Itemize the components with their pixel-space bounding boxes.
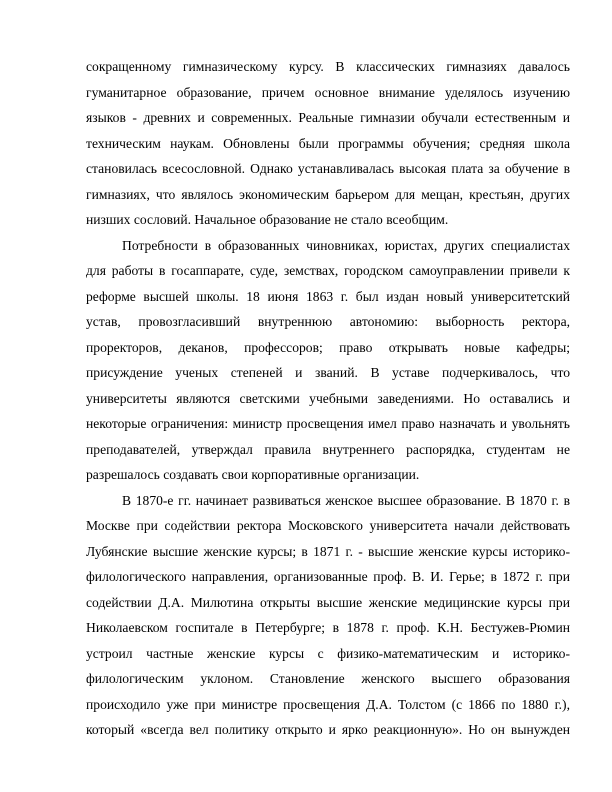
text-line: Лубянские высшие женские курсы; в 1871 г. - высшие женские курсы историко- <box>86 543 570 559</box>
text-line: Потребности в образованных чиновниках, юристах, других специалистах <box>122 237 570 253</box>
text-line: преподавателей, утверждал правила внутреннего распорядка, студентам не <box>86 441 570 457</box>
text-line: для работы в госаппарате, суде, земствах, городском самоуправлении привели к <box>86 263 570 278</box>
text-line: реформе высшей школы. 18 июня 1863 г. был издан новый университетский <box>86 288 570 304</box>
text-line: содействии Д.А. Милютина открыты высшие женские медицинские курсы при <box>86 594 570 610</box>
text-line: становилась всесословной. Однако устанавливалась высокая плата за обучение в <box>86 161 570 176</box>
text-line: устроил частные женские курсы с физико-математическим и историко- <box>86 645 570 661</box>
text-line: происходило уже при министре просвещения Д.А. Толстом (с 1866 по 1880 г.), <box>86 696 570 712</box>
text-line: В 1870-е гг. начинает развиваться женское высшее образование. В 1870 г. в <box>122 492 570 508</box>
text-line: разрешалось создавать свои корпоративные организации. <box>86 467 420 482</box>
text-line: который «всегда вел политику открыто и ярко реакционную». Но он вынужден <box>86 722 570 737</box>
text-line: техническим наукам. Обновлены были программы обучения; средняя школа <box>86 135 570 151</box>
text-line: гимназиях, что являлось экономическим барьером для мещан, крестьян, других <box>86 186 570 202</box>
text-line: сокращенному гимназическому курсу. В классических гимназиях давалось <box>86 59 570 74</box>
text-line: Николаевском госпитале в Петербурге; в 1878 г. проф. К.Н. Бестужев-Рюмин <box>86 620 570 635</box>
text-line: университеты являются светскими учебными заведениями. Но оставались и <box>86 390 570 406</box>
text-line: филологического направления, организованные проф. В. И. Герье; в 1872 г. при <box>86 569 570 584</box>
text-line: низших сословий. Начальное образование не стало всеобщим. <box>86 212 449 227</box>
body-text <box>86 54 570 743</box>
text-line: некоторые ограничения: министр просвещения имел право назначать и увольнять <box>86 416 570 431</box>
text-line: филологическим уклоном. Становление женского высшего образования <box>86 671 570 686</box>
text-line: проректоров, деканов, профессоров; право открывать новые кафедры; <box>86 339 570 355</box>
text-line: языков - древних и современных. Реальные гимназии обучали естественным и <box>86 110 570 125</box>
text-line: гуманитарное образование, причем основное внимание уделялось изучению <box>86 84 570 100</box>
text-line: устав, провозгласивший внутреннюю автономию: выборность ректора, <box>86 314 570 329</box>
text-line: Москве при содействии ректора Московского университета начали действовать <box>86 518 570 533</box>
text-line: присуждение ученых степеней и званий. В уставе подчеркивалось, что <box>86 365 570 380</box>
